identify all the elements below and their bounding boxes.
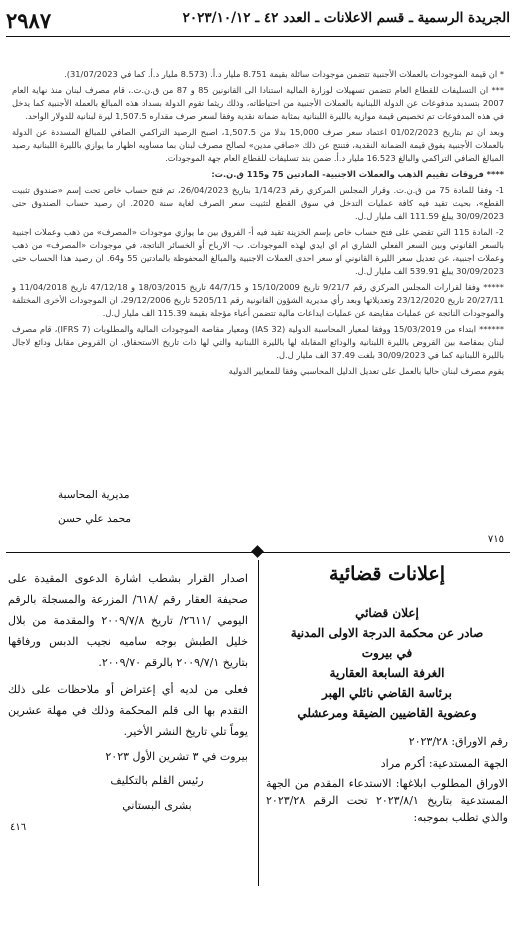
documents-to-notify: الاوراق المطلوب ابلاغها: الاستدعاء المقدم من الجهة المستدعية بتاريخ ٢٠٢٣/٨/١ تحت الرقم ٢٠٢٣/٢٨ والذي تطلب بموجبه: <box>266 777 509 824</box>
signature-name: محمد علي حسن <box>58 513 132 525</box>
signature-directorate: مديرية المحاسبة <box>58 489 130 501</box>
footnote-6: 2- المادة 115 التي تقضي على فتح حساب خاص بإسم الخزينة تقيد فيه أ- الفروق بين ما يوازي موجودات «المصرف» من ذهب وعملات اجنبية بالسعر القانوني وبين السعر الفعلي الشاري ام اي ايدي لهذه الموجودات. ب- الارباح أو الخسائر الناتجة، في موجودات «المصرف» من ذهب وعملات اجنبية، عن تعديل سعر الليرة القانوني او سعر احدى العملات الاجنبية والمبالغ المحفوظة بالمادتين 55 و64. ان رصيد هذا الحساب حتى 30/09/2023 يبلغ 539.91 الف مليار ل.ل. <box>12 227 504 276</box>
column-divider <box>258 560 259 886</box>
court-name: صادر عن محكمة الدرجة الاولى المدنية <box>290 626 484 640</box>
notice-continuation-column <box>8 568 248 816</box>
footnote-5: 1- وفقا للمادة 75 من ق.ن.ت. وقرار المجلس المركزي رقم 1/14/23 بتاريخ 26/04/2023، تم فتح حساب خاص تحت إسم «صندوق تثبيت القطع»، بحيث تقيد فيه كافة عمليات التدخل في سوق القطع لتثبيت سعر الصرف لغاية سنة 2020. ان رصيد حساب الصندوق حتى 30/09/2023 يبلغ 111.59 الف مليار ل.ل. <box>12 185 504 221</box>
presiding-judge: برئاسة القاضي نائلي الهبر <box>322 686 452 700</box>
member-judges: وعضوية القاضيين الضيقة ومرعشلي <box>297 706 477 720</box>
notice-heading: إعلان قضائي <box>355 606 419 620</box>
footnotes-block <box>12 68 504 381</box>
notice-number: ٧١٥ <box>487 534 504 545</box>
footnote-7: ***** وفقا لقرارات المجلس المركزي رقم 9/21/7 تاريخ 15/10/2009 و 44/7/15 تاريخ 18/03/2015 و 47/12/18 تاريخ 11/04/2018 و 20/27/11 تاريخ 23/12/2020 وتعديلاتها وبعد رأي مديرية الشؤون القانونية رقم 5205/11 تاريخ 29/12/2006، ان الموجودات الأخرى المختلفة والموجودات الناتجة عن عمليات مقايضة عن عمليات ايداعات مالية تتضمن أعباء مؤجلة بقيمة 115.39 الف مليار ل.ل. <box>12 282 504 318</box>
notice-date: بيروت في ٣ تشرين الأول ٢٠٢٣ <box>105 750 248 763</box>
footnote-3: وبعد ان تم بتاريخ 01/02/2023 اعتماد سعر صرف 15,000 بدلا من 1,507.5، اصبح الرصيد التراكمي الصافي للمبالغ المسددة عن الدولة بالعملات الأجنبية يفوق قيمة الضمانة النقدية، فتنتج عن ذلك «صافي مدين» لصالح مصرف لبنان بما مساويه اظهار ما يوازي بالليرة اللبنانية رصيد المبالغ الصافي التراكمي والبالغ 16.523 مليار د.أ. ضمن بند تسليفات للقطاع العام جهة الموجودات. <box>12 127 504 163</box>
court-notice-column <box>266 563 508 826</box>
footnote-1: * ان قيمة الموجودات بالعملات الأجنبية تتضمن موجودات سائلة بقيمة 8.751 مليار د.أ. (8.573 مليار د.أ. كما في 31/07/2023). <box>64 69 504 79</box>
request-text: اصدار القرار بشطب اشارة الدعوى المقيدة على صحيفة العقار رقم /٦١٨/ المزرعة والمسجلة بالرقم اليومي /٢٦١١/ تاريخ ٢٠٠٩/٧/٨ والمقدمة من بلال خليل الطبش بوجه ساميه نجيب الدبس ورفاقها بتاريخ ٢٠٠٩/٧/١ بالرقم ٢٠٠٩/٧٠. <box>8 572 249 669</box>
objection-text: فعلى من لديه أي إعتراض أو ملاحظات على ذلك التقدم بها الى قلم المحكمة وذلك في مهلة عشرين يوماً تلي تاريخ النشر الأخير. <box>8 683 248 738</box>
footnote-8: ****** ابتداء من 15/03/2019 ووفقا لمعيار المحاسبة الدولية (IAS 32) ومعيار مقاصة الموجودات المالية والمطلوبات (IFRS 7)، قام مصرف لبنان بمقاصة بين القروض بالليرة اللبنانية والودائع المقابلة لها بالليرة اللبنانية والتي لها ذات تاريخ الاستحقاق. ان القروض مقابل ودائع لاجال بالليرة اللبنانية كما في 30/09/2023 بلغت 37.49 الف مليار ل.ل. <box>12 324 505 360</box>
applicant: الجهة المستدعية: أكرم مراد <box>380 757 508 770</box>
court-city: في بيروت <box>361 646 413 660</box>
section-title: إعلانات قضائية <box>328 563 446 585</box>
chamber: الغرفة السابعة العقارية <box>329 666 445 680</box>
footnote-9: يقوم مصرف لبنان حاليا بالعمل على تعديل الدليل المحاسبي وفقا للمعايير الدولية <box>228 366 504 376</box>
case-number: رقم الاوراق: ٢٠٢٣/٢٨ <box>408 735 508 748</box>
signer-name: بشرى البستاني <box>122 799 192 812</box>
page-header <box>6 8 510 34</box>
footnote-2: *** ان التسليفات للقطاع العام تتضمن تسهيلات لوزارة المالية استنادا الى القانونين 85 و 87 من ق.ن.ت.، قام مصرف لبنان منذ نهاية العام 2007 بتسديد مدفوعات عن الدولة اللبنانية بالعملات الأجنبية من احتياطاته، وذلك ريثما تقوم الدولة بسداد هذه المبالغ بالعملة الأجنبية كما يدخل في هذه المدفوعات تم تخصيص قيمة موازية بالليرة اللبنانية بمثابة ضمانة نقدية وفقا لسعر صرف مقداره 1,507.5 ليرة لبنانية للدولار الواحد. <box>12 85 504 121</box>
signer-title: رئيس القلم بالتكليف <box>110 774 204 787</box>
rule-diamond <box>251 545 264 558</box>
header-rule <box>6 36 510 37</box>
notice-number-2: ٤١٦ <box>10 822 27 833</box>
page-number: ٢٩٨٧ <box>6 8 52 33</box>
header-text: الجريدة الرسمية ـ قسم الاعلانات ـ العدد ٤٢ ـ ٢٠٢٣/١٠/١٢ <box>182 10 510 26</box>
footnote-4: **** فروقات تقييم الذهب والعملات الاجنبية- المادتين 75 و115 ق.ن.ت: <box>211 169 504 179</box>
